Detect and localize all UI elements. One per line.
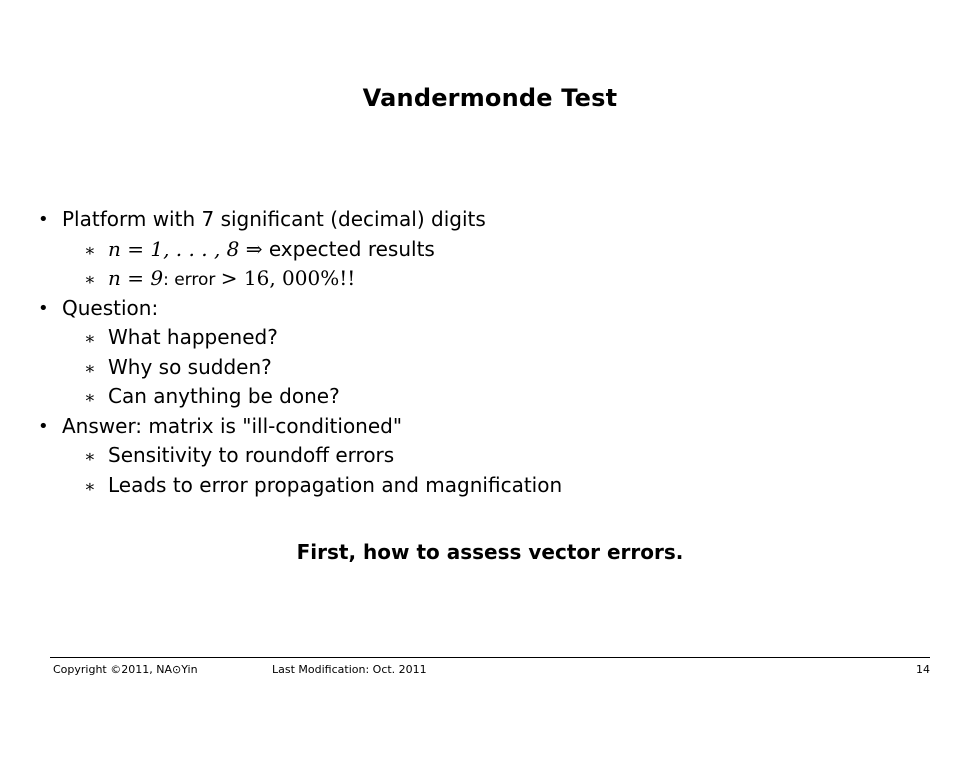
sub-item — [38, 235, 938, 265]
bullet-icon: • — [38, 209, 49, 230]
math-expression: n = 9 — [108, 266, 164, 290]
bullet-icon: • — [38, 297, 49, 319]
footer-modification: Last Modification: Oct. 2011 — [272, 663, 427, 676]
sub-item — [38, 441, 938, 471]
bullet-item — [38, 412, 938, 442]
sub-item-text: Can anything be done? — [108, 384, 340, 408]
math-expression: > 16, 000%!! — [220, 266, 356, 290]
math-expression: n = 1, . . . , 8 ⇒ — [108, 236, 263, 261]
asterisk-icon: ∗ — [84, 447, 96, 467]
bullet-item — [38, 205, 938, 235]
bullet-item — [38, 294, 938, 324]
emphasis-text: First, how to assess vector errors. — [296, 540, 684, 564]
sub-item-text: expected results — [262, 236, 435, 261]
asterisk-icon: ∗ — [84, 358, 96, 379]
sub-item — [38, 471, 938, 501]
asterisk-icon: ∗ — [84, 240, 96, 261]
sub-item-text: Why so sudden? — [108, 354, 272, 379]
asterisk-icon: ∗ — [84, 329, 96, 349]
asterisk-icon: ∗ — [84, 270, 96, 290]
slide-title: Vandermonde Test — [362, 84, 618, 112]
sub-item — [38, 264, 938, 294]
bullet-text: Platform with 7 significant (decimal) digits — [62, 207, 486, 231]
sub-item-text: Sensitivity to roundoff errors — [108, 443, 395, 467]
asterisk-icon: ∗ — [84, 476, 96, 497]
sub-item-text: Leads to error propagation and magnification — [108, 472, 563, 497]
asterisk-icon: ∗ — [84, 388, 96, 408]
sub-item — [38, 353, 938, 383]
bullet-text: Answer: matrix is "ill-conditioned" — [62, 413, 403, 438]
footer-divider — [50, 657, 930, 658]
page-number: 14 — [916, 663, 930, 676]
bullet-icon: • — [38, 415, 49, 437]
sub-item-text: : error — [163, 270, 221, 290]
sub-item-text: What happened? — [108, 325, 278, 349]
bullet-text: Question: — [62, 295, 159, 320]
footer-copyright: Copyright ©2011, NA⊙Yin — [53, 663, 198, 676]
bullet-list — [38, 205, 938, 500]
sub-item — [38, 382, 938, 412]
sub-item — [38, 323, 938, 353]
